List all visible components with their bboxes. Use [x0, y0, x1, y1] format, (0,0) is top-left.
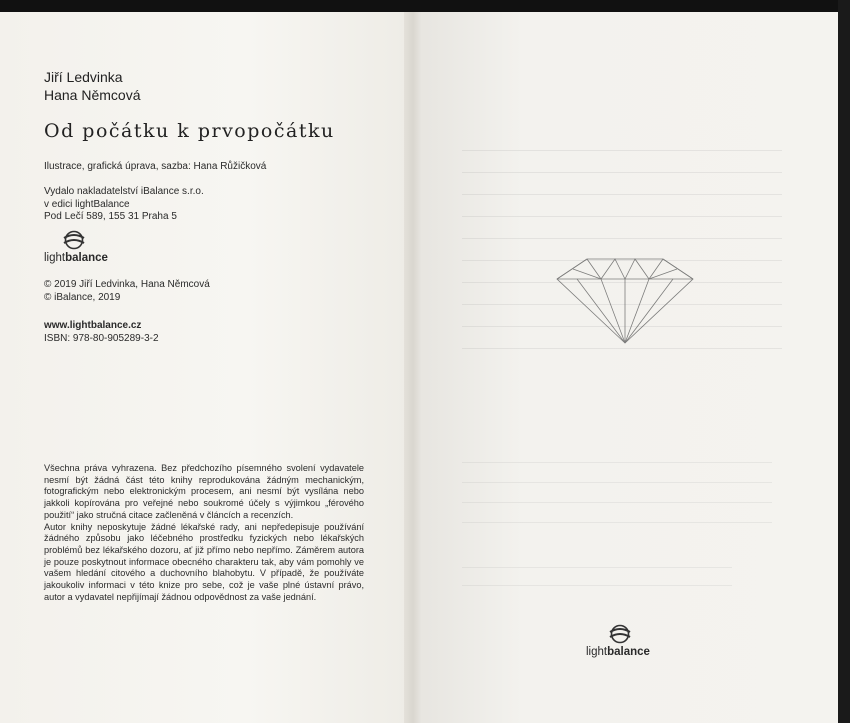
book-title: Od počátku k prvopočátku [44, 120, 335, 142]
logo-word-balance: balance [65, 252, 108, 264]
publisher-line: v edici lightBalance [44, 198, 130, 210]
left-page [0, 12, 410, 723]
lightbalance-logo [44, 230, 108, 264]
rights-notice [44, 463, 364, 603]
website-link[interactable]: www.lightbalance.cz [44, 320, 142, 331]
scan-top-edge [0, 0, 850, 12]
copyright-line: © 2019 Jiří Ledvinka, Hana Němcová [44, 279, 210, 290]
publisher-block [44, 186, 204, 224]
illustration-credit: Ilustrace, grafická úprava, sazba: Hana Růžičková [44, 161, 267, 172]
logo-word-balance: balance [607, 646, 650, 658]
lightbalance-logo-right [586, 624, 650, 658]
rights-paragraph: Všechna práva vyhrazena. Bez předchozího písemného svolení vydavatele nesmí být žádná část této knihy reprodukována žádným mechanickým, fotografickým nebo elektronickým procesem, ani nesmí být vysílána nebo jakkoli kopírována pro veřejné nebo soukromé účely s výjimkou „férového použití“ jako stručná citace začleněná v článcích a recenzích. [44, 463, 364, 520]
logo-word-light: light [586, 646, 608, 658]
author-1: Jiří Ledvinka [44, 69, 123, 85]
copyright-block [44, 279, 210, 304]
author-2: Hana Němcová [44, 87, 141, 103]
publisher-line: Vydalo nakladatelství iBalance s.r.o. [44, 186, 204, 197]
isbn: ISBN: 978-80-905289-3-2 [44, 333, 159, 344]
authors [44, 68, 141, 104]
show-through-lines-bottom [462, 558, 732, 586]
diamond-icon [555, 257, 695, 345]
show-through-text [300, 232, 311, 283]
logo-word-light: light [44, 252, 66, 264]
disclaimer-paragraph: Autor knihy neposkytuje žádné lékařské rady, ani nepředepisuje používání žádného způsobu jako léčebného prostředku fyzických nebo lékařských problémů bez lékařského dozoru, ať již přímo nebo nepřímo. Záměrem autora je pouze poskytnout informace obecného charakteru tak, aby vám pomohly ve vašem hledání citového a duchovního blahobytu. V případě, že používáte jakoukoliv informaci v této knize pro sebe, což je vaše plné ústavní právo, autor a vydavatel nepřijímají žádnou odpovědnost za vaše jednání. [44, 521, 364, 602]
publisher-line: Pod Lečí 589, 155 31 Praha 5 [44, 211, 177, 222]
balance-logo-icon [62, 230, 86, 250]
show-through-lines-lower [462, 452, 772, 532]
balance-logo-icon [608, 624, 632, 644]
book-spine [404, 12, 422, 723]
scan-right-edge [838, 0, 850, 723]
copyright-line: © iBalance, 2019 [44, 291, 121, 303]
